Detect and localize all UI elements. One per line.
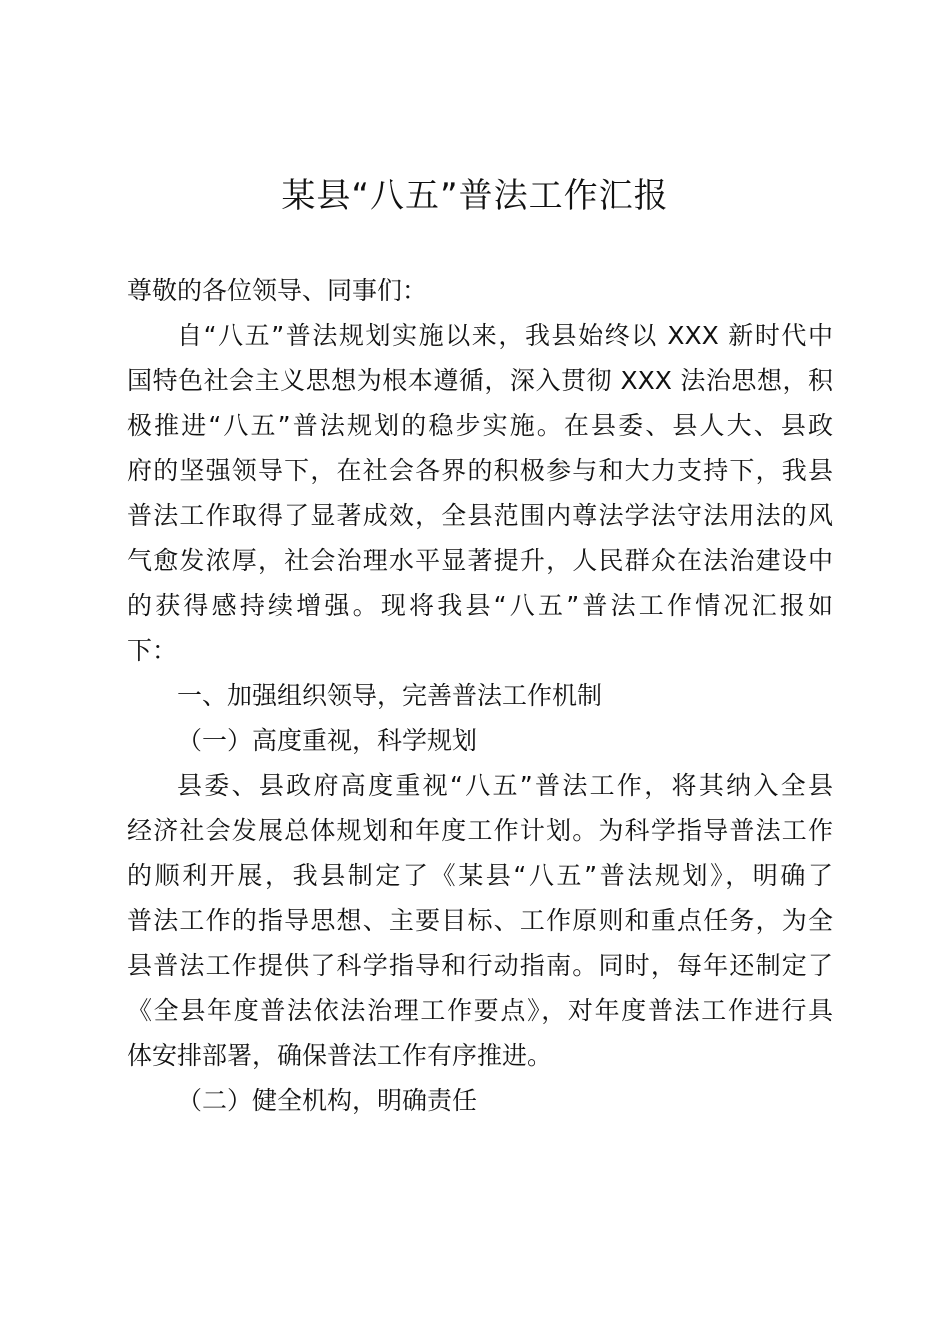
salutation: 尊敬的各位领导、同事们： [127, 276, 428, 305]
document-body [127, 268, 833, 1123]
intro-paragraph [127, 313, 833, 673]
paragraph-line: 《全县年度普法依法治理工作要点》，对年度普法工作进行具 [127, 996, 833, 1025]
paragraph-line: 经济社会发展总体规划和年度工作计划。为科学指导普法工作 [127, 816, 833, 845]
intro-line: 下： [127, 636, 178, 665]
subsection-heading: （一）高度重视，科学规划 [177, 726, 478, 755]
paragraph-line: 县委、县政府高度重视“八五”普法工作，将其纳入全县 [177, 771, 833, 800]
intro-line: 普法工作取得了显著成效，全县范围内尊法学法守法用法的风 [127, 501, 833, 530]
document-title: 某县“八五”普法工作汇报 [281, 176, 669, 216]
section-heading: 一、加强组织领导，完善普法工作机制 [177, 681, 603, 710]
intro-line: 自“八五”普法规划实施以来，我县始终以 XXX 新时代中 [177, 321, 833, 350]
intro-line: 气愈发浓厚，社会治理水平显著提升，人民群众在法治建设中 [127, 546, 833, 575]
intro-line: 府的坚强领导下，在社会各界的积极参与和大力支持下，我县 [127, 456, 833, 485]
paragraph-line: 体安排部署，确保普法工作有序推进。 [127, 1041, 553, 1070]
subsection-paragraph [127, 763, 833, 1078]
subsection-heading: （二）健全机构，明确责任 [177, 1086, 478, 1115]
paragraph-line: 的顺利开展，我县制定了《某县“八五”普法规划》，明确了 [127, 861, 833, 890]
paragraph-line: 普法工作的指导思想、主要目标、工作原则和重点任务，为全 [127, 906, 833, 935]
intro-line: 极推进“八五”普法规划的稳步实施。在县委、县人大、县政 [127, 411, 833, 440]
intro-line: 国特色社会主义思想为根本遵循，深入贯彻 XXX 法治思想，积 [127, 366, 833, 395]
paragraph-line: 县普法工作提供了科学指导和行动指南。同时，每年还制定了 [127, 951, 833, 980]
intro-line: 的获得感持续增强。现将我县“八五”普法工作情况汇报如 [127, 591, 833, 620]
